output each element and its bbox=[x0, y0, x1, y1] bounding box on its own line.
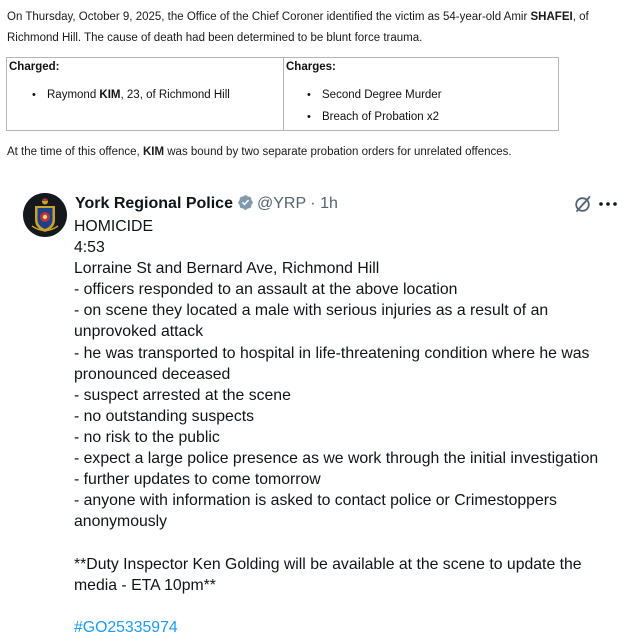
tweet-body bbox=[74, 216, 624, 638]
hashtag-link[interactable]: #GO25335974 bbox=[74, 618, 178, 636]
tweet-line: - on scene they located a male with serious injuries as a result of an bbox=[74, 302, 549, 320]
verified-badge-icon bbox=[237, 194, 254, 211]
charged-person bbox=[47, 88, 230, 102]
police-crest-avatar[interactable] bbox=[23, 193, 67, 237]
tweet-line: - anyone with information is asked to contact police or Crimestoppers bbox=[74, 492, 557, 510]
coroner-paragraph bbox=[7, 7, 623, 49]
tweet-line: - suspect arrested at the scene bbox=[74, 386, 291, 404]
charged-person-pre: Raymond bbox=[47, 89, 100, 101]
tweet-line: - officers responded to an assault at the above location bbox=[74, 281, 458, 299]
probation-paragraph bbox=[7, 146, 512, 158]
tweet-blank-line bbox=[74, 532, 624, 553]
tweet-time[interactable]: 1h bbox=[320, 195, 338, 212]
charge-item: • Second Degree Murder bbox=[322, 88, 442, 102]
tweet-note-line: media - ETA 10pm** bbox=[74, 576, 216, 594]
tweet-blank-line bbox=[74, 596, 624, 617]
tweet-line: - no risk to the public bbox=[74, 428, 220, 446]
tweet-line: anonymously bbox=[74, 513, 168, 531]
author-handle[interactable]: @YRP bbox=[256, 195, 306, 212]
tweet-line: 4:53 bbox=[74, 239, 105, 257]
coroner-text-3: Richmond Hill. The cause of death had been determined to be blunt force trauma. bbox=[7, 32, 423, 44]
victim-name: SHAFEI bbox=[530, 11, 573, 23]
tweet-line: - further updates to come tomorrow bbox=[74, 471, 321, 489]
probation-text-2: was bound by two separate probation orders for unrelated offences. bbox=[164, 146, 512, 158]
charges-table bbox=[6, 57, 559, 131]
charges-column bbox=[284, 58, 558, 130]
tweet-note-line: **Duty Inspector Ken Golding will be available at the scene to update the bbox=[74, 555, 582, 573]
tweet-line: HOMICIDE bbox=[74, 218, 153, 235]
probation-text-1: At the time of this offence, bbox=[7, 146, 143, 158]
charged-person-name: KIM bbox=[99, 89, 121, 101]
coroner-text-1: On Thursday, October 9, 2025, the Office of the Chief Coroner identified the victim as 54-year-old Amir bbox=[7, 11, 531, 23]
charged-column bbox=[7, 58, 284, 130]
probation-name: KIM bbox=[142, 146, 165, 158]
dot-separator: · bbox=[310, 195, 316, 212]
tweet-header bbox=[75, 193, 338, 215]
tweet-line: - no outstanding suspects bbox=[74, 407, 255, 425]
tweet-line: unprovoked attack bbox=[74, 323, 204, 341]
tweet-line: Lorraine St and Bernard Ave, Richmond Hill bbox=[74, 260, 380, 278]
charge-item: • Breach of Probation x2 bbox=[322, 110, 439, 124]
grok-icon[interactable] bbox=[573, 194, 593, 214]
more-options-icon[interactable] bbox=[598, 198, 618, 210]
charges-header: Charges: bbox=[286, 61, 336, 73]
tweet-line: - he was transported to hospital in life-threatening condition where he was bbox=[74, 344, 590, 362]
charged-header: Charged: bbox=[9, 61, 60, 73]
tweet-line: pronounced deceased bbox=[74, 365, 231, 383]
coroner-text-2: , of bbox=[572, 11, 589, 23]
charged-person-post: , 23, of Richmond Hill bbox=[120, 89, 230, 101]
author-name[interactable]: York Regional Police bbox=[75, 195, 233, 212]
tweet-line: - expect a large police presence as we work through the initial investigation bbox=[74, 450, 599, 468]
